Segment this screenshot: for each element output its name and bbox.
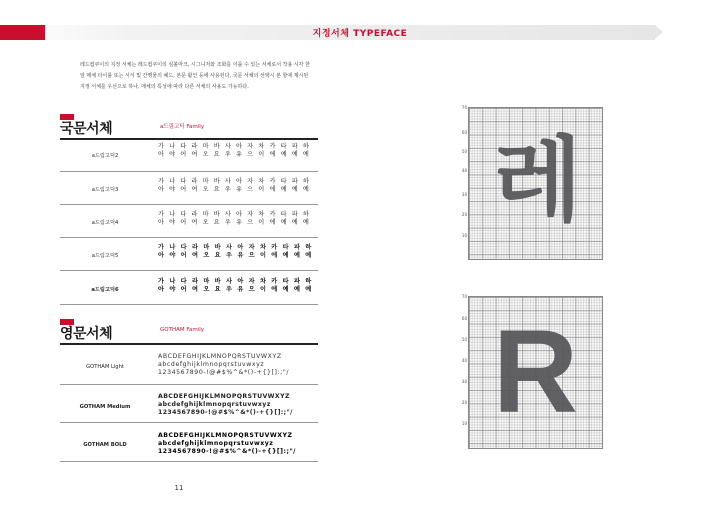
korean-letter-glyph: 레 <box>493 127 578 234</box>
glyph-row: ABCDEFGHIJKLMNOPQRSTUVWXYZ <box>158 432 293 439</box>
axis-label: 60 <box>461 130 467 135</box>
section-rule <box>60 343 318 345</box>
glyph-row: 1234567890-!@#$%^&*()-+{}[]:;"/ <box>158 369 290 376</box>
font-name: GOTHAM Medium <box>79 404 131 410</box>
font-name: a드림고딕3 <box>91 187 119 193</box>
page-title: 지정서체 TYPEFACE <box>312 29 408 39</box>
english-letter-glyph: R <box>492 306 579 438</box>
glyph-row: ABCDEFGHIJKLMNOPQRSTUVWXYZ <box>158 393 290 400</box>
korean-letter-grid <box>468 107 603 260</box>
glyph-row: 1234567890-!@#$%^&*()-+{}[]:;"/ <box>158 448 296 455</box>
korean-section-heading <box>60 118 112 138</box>
font-name: a드림고딕6 <box>91 287 119 293</box>
korean-section-subtitle: a드림고딕 Family <box>160 124 205 130</box>
font-name: GOTHAM BOLD <box>83 442 127 448</box>
glyph-row: 가 나 다 라 마 바 사 아 자 차 카 타 파 하 <box>158 143 311 150</box>
glyph-row: 아 야 어 여 오 요 우 유 으 이 에 예 예 예 <box>158 219 311 226</box>
font-name: a드림고딕5 <box>91 253 119 259</box>
glyph-sample <box>158 178 310 194</box>
english-section-title: 영문서체 <box>60 326 113 342</box>
font-name: a드림고딕4 <box>91 220 119 226</box>
intro-text <box>80 60 335 93</box>
font-name: GOTHAM Light <box>86 364 124 370</box>
font-name: a드림고딕2 <box>91 153 119 159</box>
section-accent-bar <box>60 114 74 120</box>
section-rule <box>60 138 318 140</box>
glyph-sample <box>158 211 310 227</box>
english-section-subtitle: GOTHAM Family <box>160 327 205 333</box>
axis-label: 40 <box>461 168 467 173</box>
korean-section-title: 국문서체 <box>60 121 113 137</box>
section-accent-bar <box>60 319 74 325</box>
english-letter-grid <box>468 296 603 449</box>
glyph-sample <box>158 143 310 159</box>
glyph-row: 아 야 어 여 오 요 우 유 으 이 에 예 예 예 <box>158 151 311 158</box>
axis-label: 70 <box>461 294 467 299</box>
glyph-row: abcdefghijklmnopqrstuvwxyz <box>158 401 271 408</box>
page-number: 11 <box>174 484 184 492</box>
glyph-row: 가 나 다 라 마 바 사 아 자 차 카 타 파 하 <box>158 244 313 251</box>
glyph-row: 1234567890-!@#$%^&*()-+{}[]:;"/ <box>158 409 293 416</box>
axis-label: 70 <box>461 105 467 110</box>
row-divider <box>60 237 318 238</box>
row-divider <box>60 304 318 305</box>
glyph-row: abcdefghijklmnopqrstuvwxyz <box>158 361 265 368</box>
glyph-sample <box>158 393 293 417</box>
glyph-row: 아 야 어 여 오 요 우 유 으 이 에 예 예 예 <box>158 286 313 293</box>
glyph-row: 가 나 다 라 마 바 사 아 자 차 카 타 파 하 <box>158 211 311 218</box>
glyph-sample <box>158 244 313 260</box>
axis-label: 60 <box>461 316 467 321</box>
axis-label: 30 <box>461 379 467 384</box>
row-divider <box>60 171 318 172</box>
axis-label: 30 <box>461 192 467 197</box>
glyph-row: 가 나 다 라 마 바 사 아 자 차 카 타 파 하 <box>158 278 313 285</box>
intro-line: 레드컵쿠이의 지정 서체는 레드컵쿠이의 심볼마크, 시그니처와 조화를 이룰 수 있는 서체로서 작용 시각 한 <box>80 62 310 68</box>
glyph-sample <box>158 278 313 294</box>
row-divider <box>60 461 318 462</box>
glyph-sample <box>158 432 296 456</box>
axis-label: 40 <box>461 358 467 363</box>
glyph-row: ABCDEFGHIJKLMNOPQRSTUVWXYZ <box>158 353 282 360</box>
glyph-row: abcdefghijklmnopqrstuvwxyz <box>158 440 274 447</box>
intro-line: 지정 서체를 우선으로 하나, 매체의 특성에 따라 다른 서체의 사용도 가능하다. <box>80 84 249 90</box>
row-divider <box>60 384 318 385</box>
axis-label: 50 <box>461 149 467 154</box>
axis-label: 10 <box>461 421 467 426</box>
row-divider <box>60 204 318 205</box>
english-section-heading <box>60 323 112 343</box>
glyph-row: 아 야 어 여 오 요 우 유 으 이 에 예 예 예 <box>158 252 313 259</box>
axis-label: 20 <box>461 400 467 405</box>
axis-label: 10 <box>461 233 467 238</box>
glyph-row: 아 야 어 여 오 요 우 유 으 이 에 예 예 예 <box>158 186 311 193</box>
intro-line: 알 매체 타이틀 또는 서식 및 간행물의 헤드, 본문 활인 등에 사용된다. 국문 서체의 선택시 본 항에 제시된 <box>80 73 309 79</box>
glyph-row: 가 나 다 라 마 바 사 아 자 차 카 타 파 하 <box>158 178 311 185</box>
row-divider <box>60 422 318 423</box>
glyph-sample <box>158 353 289 377</box>
axis-label: 20 <box>461 212 467 217</box>
row-divider <box>60 270 318 271</box>
axis-label: 50 <box>461 337 467 342</box>
